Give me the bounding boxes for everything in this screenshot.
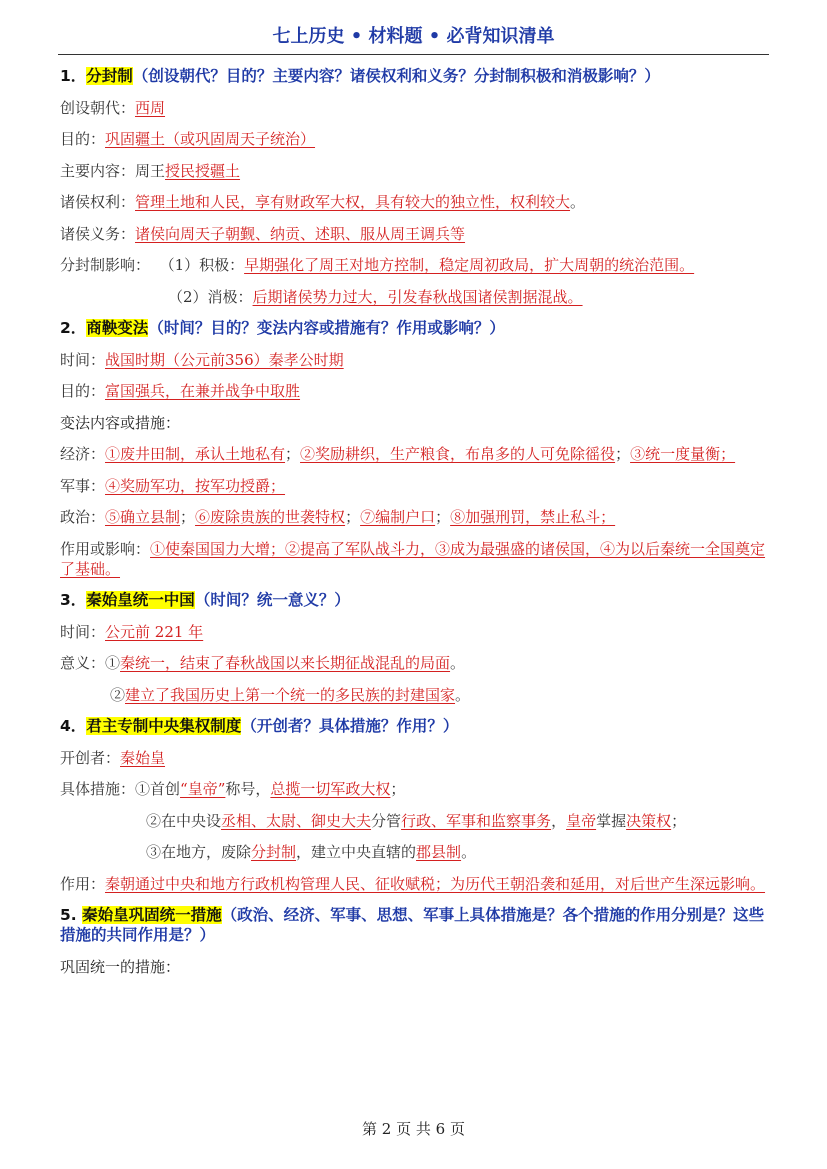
s3-time: 时间：公元前 221 年: [60, 622, 204, 641]
s2-politics: 政治：⑤确立县制；⑥废除贵族的世袭特权；⑦编制户口；⑧加强刑罚，禁止私斗；: [60, 508, 616, 526]
s2-time: 时间：战国时期（公元前356）秦孝公时期: [60, 350, 344, 369]
section-2-heading: 2．商鞅变法（时间？目的？变法内容或措施有？作用或影响？）: [60, 319, 505, 337]
s3-meaning-2: ②建立了我国历史上第一个统一的多民族的封建国家。: [110, 685, 471, 704]
s1-rights: 诸侯权利：管理土地和人民，享有财政军大权，具有较大的独立性，权利较大。: [60, 193, 586, 211]
s1-purpose: 目的：巩固疆土（或巩固周天子统治）: [60, 130, 316, 148]
section-1-topic: 分封制: [86, 67, 133, 85]
section-5-heading: 5. 秦始皇巩固统一措施（政治、经济、军事、思想、军事上具体措施是？各个措施的作用分别是？这些措施的共同作用是？）: [60, 906, 765, 944]
s1-duty: 诸侯义务：诸侯向周天子朝觐、纳贡、述职、服从周王调兵等: [60, 224, 466, 243]
s2-measures-label: 变法内容或措施：: [60, 413, 181, 432]
s2-effect: 作用或影响：①使秦国国力大增；②提高了军队战斗力，③成为最强盛的诸侯国，④为以后秦统一全国奠定了基础。: [60, 539, 766, 578]
s1-content: 主要内容：周王授民授疆土: [60, 161, 241, 180]
section-2-topic: 商鞅变法: [86, 319, 149, 337]
content: [60, 66, 772, 988]
section-5-topic: 秦始皇巩固统一措施: [82, 906, 222, 924]
section-3-heading: 3．秦始皇统一中国（时间？统一意义？）: [60, 591, 350, 609]
s1-effect-positive: 分封制影响： （1）积极：早期强化了周王对地方控制，稳定周初政局，扩大周朝的统治范围。: [60, 256, 695, 274]
section-3-topic: 秦始皇统一中国: [86, 591, 195, 609]
section-4-topic: 君主专制中央集权制度: [86, 717, 242, 735]
s4-measure-3: ③在地方，废除分封制，建立中央直辖的郡县制。: [146, 843, 477, 861]
s1-effect-negative: （2）消极：后期诸侯势力过大，引发春秋战国诸侯割据混战。: [168, 287, 583, 306]
s4-measure-1: 具体措施：①首创“皇帝”称号，总揽一切军政大权；: [60, 780, 406, 798]
s2-purpose: 目的：富国强兵，在兼并战争中取胜: [60, 382, 301, 400]
s2-economy: 经济：①废井田制，承认土地私有；②奖励耕织，生产粮食，布帛多的人可免除徭役；③统一度量衡；: [60, 445, 736, 463]
s5-measures-label: 巩固统一的措施：: [60, 957, 181, 976]
s2-military: 军事：④奖励军功，按军功授爵；: [60, 476, 286, 495]
s4-effect: 作用：秦朝通过中央和地方行政机构管理人民、征收赋税；为历代王朝沿袭和延用，对后世产生深远影响。: [60, 874, 766, 893]
s3-meaning-1: 意义：①秦统一，结束了春秋战国以来长期征战混乱的局面。: [60, 654, 466, 672]
page-header-title: 七上历史 • 材料题 • 必背知识清单: [272, 26, 555, 47]
s4-founder: 开创者：秦始皇: [60, 748, 166, 767]
header-rule: [58, 54, 769, 55]
section-1-heading: 1．分封制（创设朝代？目的？主要内容？诸侯权利和义务？分封制积极和消极影响？）: [60, 67, 660, 85]
s4-measure-2: ②在中央设丞相、太尉、御史大夫分管行政、军事和监察事务，皇帝掌握决策权；: [146, 811, 687, 830]
section-4-heading: 4．君主专制中央集权制度（开创者？具体措施？作用？）: [60, 717, 459, 735]
page-number: 第 2 页 共 6 页: [362, 1120, 465, 1138]
s1-dynasty: 创设朝代：西周: [60, 98, 166, 117]
